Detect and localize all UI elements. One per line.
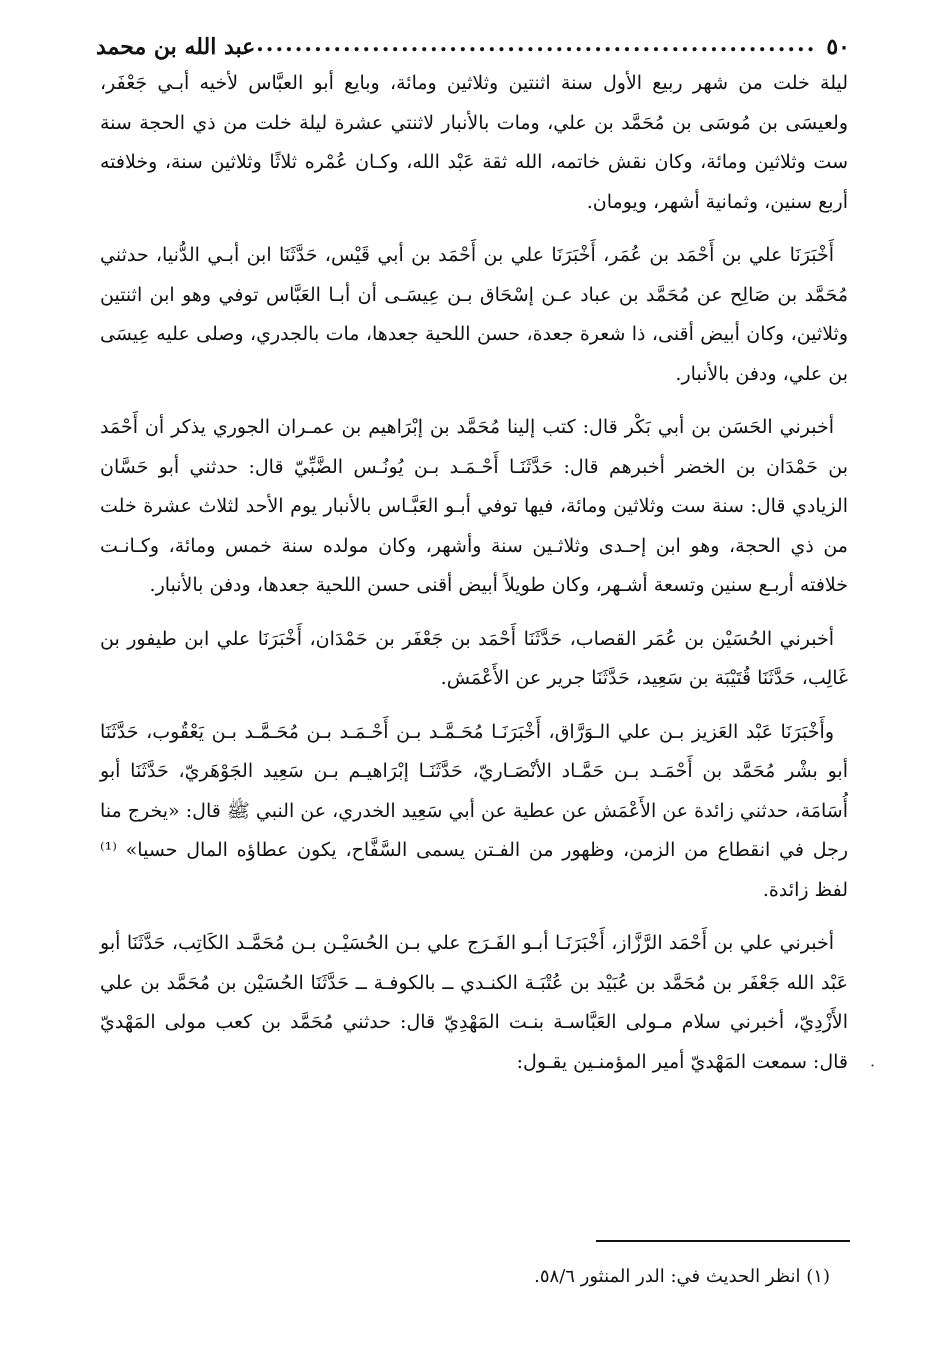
footnote-separator — [596, 1240, 850, 1242]
page-header — [96, 26, 850, 60]
main-text — [100, 64, 848, 1096]
paragraph: وأَخْبَرَنَا عَبْد العَزيز بـن علي الـوَرَّاق، أَخْبَرَنَـا مُحَـمَّـد بـن أَحْـمَـد بـن مُحَـمَّـد بـن يَعْقُوب، حَدَّثَنَا أبو بشْر مُحَمَّد بن أَحْمَـد بـن حَمَّـاد الأنْصَـاريّ، حَدَّثَنَـا إبْرَاهيـم بـن سَعِيد الجَوْهَريّ، حَدَّثَنَا أبو أُسَامَة، حدثني زائدة عن الأَعْمَش عن عطية عن أبي سَعِيد الخدري، عن النبي ﷺ قال: «يخرج منا رجل في انقطاع من الزمن، وظهور من الفـتن يسمى السَّفَّاح، يكون عطاؤه المال حسيا» ⁽¹⁾ لفظ زائدة. — [100, 720, 848, 901]
paragraph: أخبرني الحَسَن بن أبي بَكْر قال: كتب إلينا مُحَمَّد بن إبْرَاهيم بن عمـران الجوري يذكر أن أَحْمَد بن حَمْدَان بن الخضر أخبرهم قال: حَدَّثَنَـا أَحْـمَـد بـن يُونُـس الضَّبِّيّ قال: حدثني أبو حَسَّان الزيادي قال: سنة ست وثلاثين ومائة، فيها توفي أبـو العَبَّـاس بالأنبار يوم الأحد لثلاث عشرة خلت من ذي الحجة، وهو ابن إحـدى وثلاثـين سنة وأشهر، وكان مولده سنة خمس ومائة، وكـانـت خلافته أربـع سنين وتسعة أشـهر، وكان طويلاً أبيض أقنى حسن اللحية جعدها، ودفن بالأنبار. — [100, 416, 848, 596]
page-number: ٥٠ — [826, 34, 850, 60]
paragraph: أَخْبَرَنَا علي بن أَحْمَد بن عُمَر، أَخْبَرَنَا علي بن أَحْمَد بن أبي قَيْس، حَدَّثَنَا ابن أبـي الدُّنيا، حدثني مُحَمَّد بن صَالِح عن مُحَمَّد بن عباد عـن إسْحَاق بـن عِيسَـى أن أبـا العَبَّاس توفي وهو ابن اثنتين وثلاثين، وكان أبيض أقنى، ذا شعرة جعدة، حسن اللحية جعدها، مات بالجدري، وصلى عليه عِيسَى بن علي، ودفن بالأنبار. — [100, 244, 848, 385]
paragraph: أخبرني علي بن أَحْمَد الرَّزَّاز، أَخْبَرَنَـا أبـو الفَـرَج علي بـن الحُسَيْـن بـن مُحَمَّـد الكَاتِب، حَدَّثَنَا أبو عَبْد الله جَعْفَر بن مُحَمَّد بن عُبَيْد بن عُتْبَـة الكنـدي ــ بالكوفـة ــ حَدَّثَنَا الحُسَيْن بن مُحَمَّد بن علي الأَزْدِيّ، أخبرني سلام مـولى العَبَّاسـة بنـت المَهْدِيّ قال: حدثني مُحَمَّد بن كعب مولى المَهْديّ قال: سمعت المَهْديّ أمير المؤمنـين يقـول: — [100, 932, 848, 1073]
running-title: عبد الله بن محمد — [96, 34, 256, 60]
paragraph: ليلة خلت من شهر ربيع الأول سنة اثنتين وثلاثين ومائة، وبايع أبو العبَّاس لأخيه أبـي جَعْفَر، ولعيسَى بن مُوسَى بن مُحَمَّد بن علي، ومات بالأنبار لاثنتي عشرة ليلة خلت من ذي الحجة سنة ست وثلاثين ومائة، وكان نقش خاتمه، الله ثقة عَبْد الله، وكـان عُمْره ثلاثًا وثلاثين سنة، وخلافته أربع سنين، وثمانية أشهر، ويومان. — [100, 72, 848, 213]
footnote: (١) انظر الحديث في: الدر المنثور ٥٨/٦. — [534, 1266, 830, 1287]
margin-mark: · — [870, 1056, 876, 1075]
paragraph: أخبرني الحُسَيْن بن عُمَر القصاب، حَدَّثَنَا أَحْمَد بن جَعْفَر بن حَمْدَان، أَخْبَرَنَا علي ابن طيفور بن غَالِب، حَدَّثَنَا قُتَيْبَة بن سَعِيد، حَدَّثَنَا جرير عن الأَعْمَش. — [100, 627, 848, 689]
header-leader-dots — [255, 33, 820, 60]
